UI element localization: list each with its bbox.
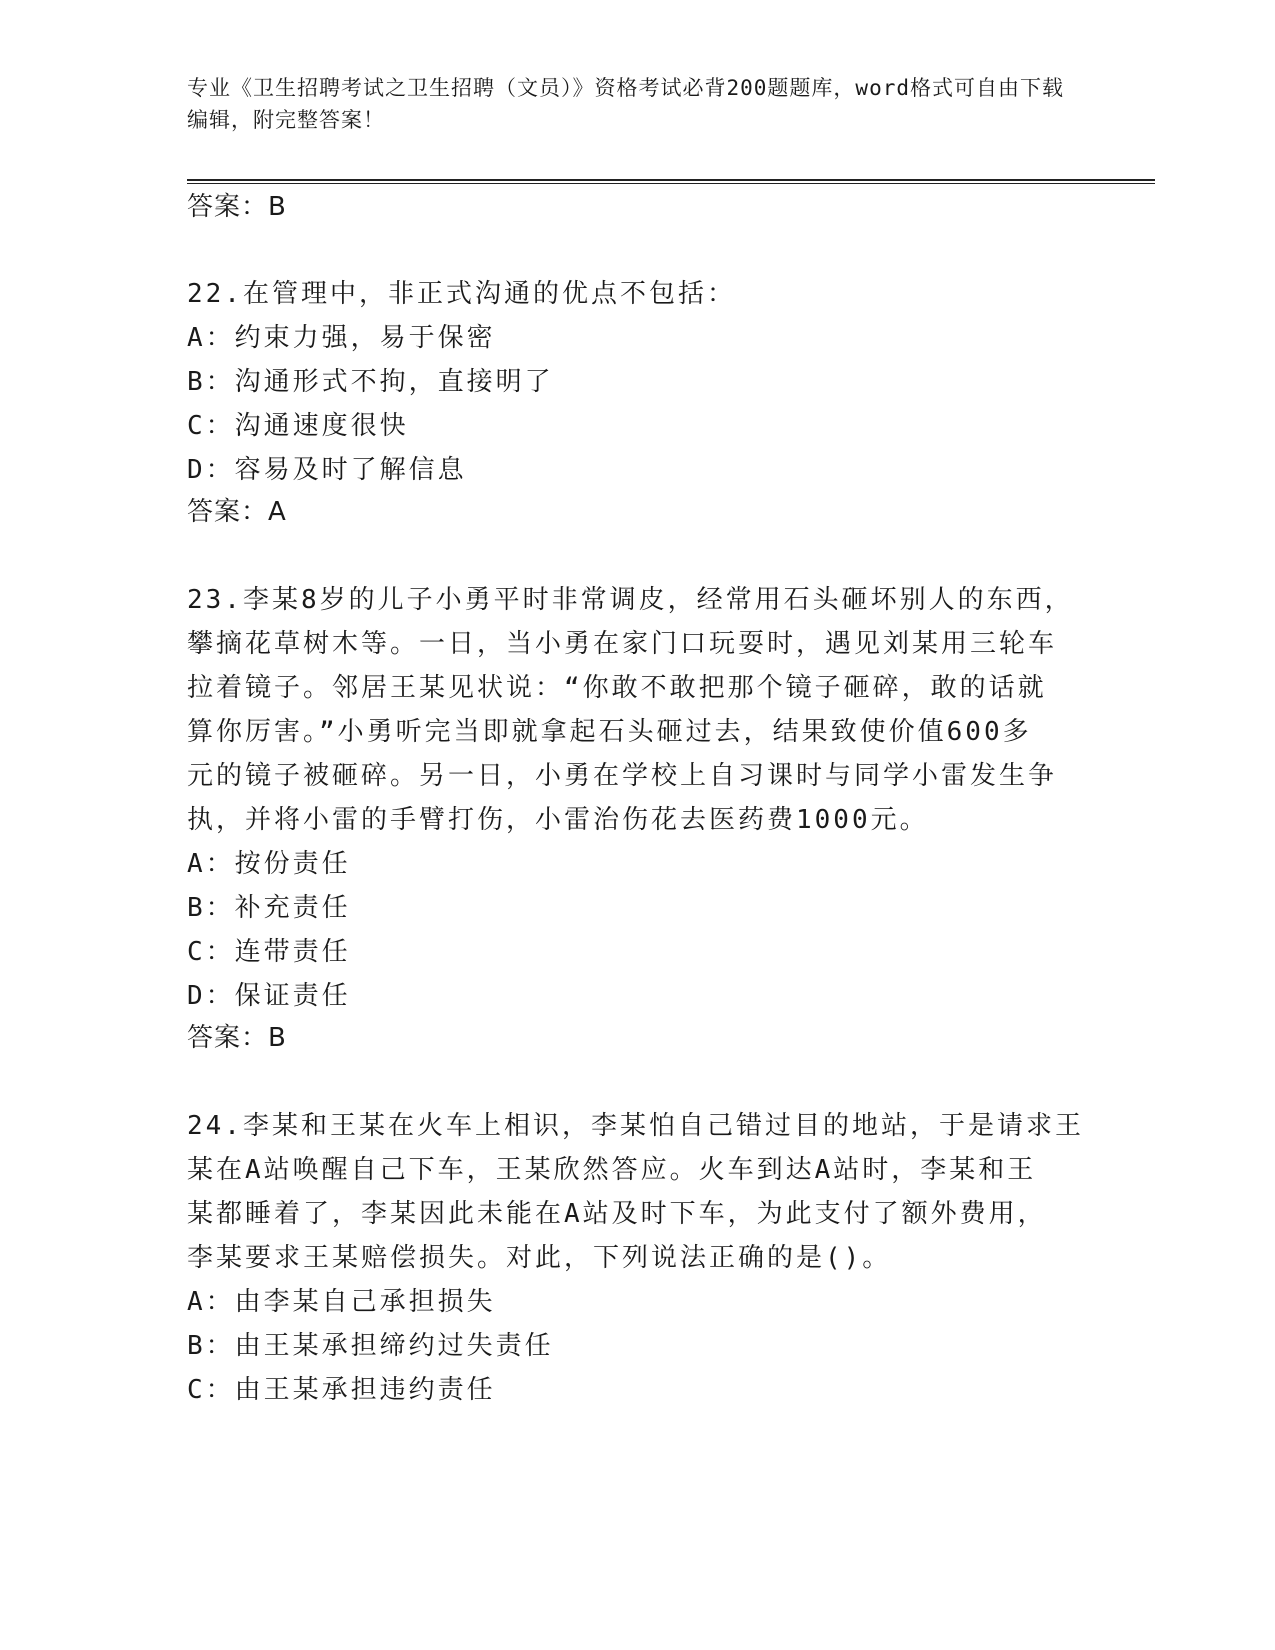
q24-option-c: C：由王某承担违约责任 [187, 1375, 496, 1405]
q22-option-c: C：沟通速度很快 [187, 411, 409, 441]
q24-stem-line: 李某要求王某赔偿损失。对此，下列说法正确的是()。 [187, 1243, 892, 1273]
q23-option-d: D：保证责任 [187, 981, 351, 1011]
answer-21: 答案：B [187, 192, 287, 222]
document-header: 专业《卫生招聘考试之卫生招聘（文员）》资格考试必背200题题库，word格式可自由下载编辑，附完整答案！ [187, 76, 1064, 132]
header-divider-thin [187, 183, 1155, 184]
q22-option-d: D：容易及时了解信息 [187, 455, 467, 485]
q24-stem-line: 某在A站唤醒自己下车，王某欣然答应。火车到达A站时，李某和王 [187, 1155, 1037, 1185]
q23-option-a: A：按份责任 [187, 849, 351, 879]
q24-option-a: A：由李某自己承担损失 [187, 1287, 496, 1317]
q23-option-c: C：连带责任 [187, 937, 351, 967]
q24-stem-line: 某都睡着了，李某因此未能在A站及时下车，为此支付了额外费用， [187, 1199, 1047, 1229]
q23-stem-line: 攀摘花草树木等。一日，当小勇在家门口玩耍时，遇见刘某用三轮车 [187, 629, 1058, 659]
q23-answer: 答案：B [187, 1023, 287, 1053]
q24-stem-line: 24.李某和王某在火车上相识，李某怕自己错过目的地站，于是请求王 [187, 1111, 1084, 1141]
q22-option-b: B：沟通形式不拘，直接明了 [187, 367, 554, 397]
q23-stem-line: 执，并将小雷的手臂打伤，小雷治伤花去医药费1000元。 [187, 805, 929, 835]
q23-stem-line: 元的镜子被砸碎。另一日，小勇在学校上自习课时与同学小雷发生争 [187, 761, 1058, 791]
q24-option-b: B：由王某承担缔约过失责任 [187, 1331, 554, 1361]
q23-stem-line: 算你厉害。”小勇听完当即就拿起石头砸过去，结果致使价值600多 [187, 717, 1032, 747]
header-divider [187, 179, 1155, 181]
q22-option-a: A：约束力强，易于保密 [187, 323, 496, 353]
q23-option-b: B：补充责任 [187, 893, 351, 923]
q23-stem-line: 拉着镜子。邻居王某见状说：“你敢不敢把那个镜子砸碎，敢的话就 [187, 673, 1047, 703]
q22-answer: 答案：A [187, 497, 287, 527]
q22-stem: 22.在管理中，非正式沟通的优点不包括： [187, 279, 736, 309]
q23-stem-line: 23.李某8岁的儿子小勇平时非常调皮，经常用石头砸坏别人的东西， [187, 585, 1074, 615]
